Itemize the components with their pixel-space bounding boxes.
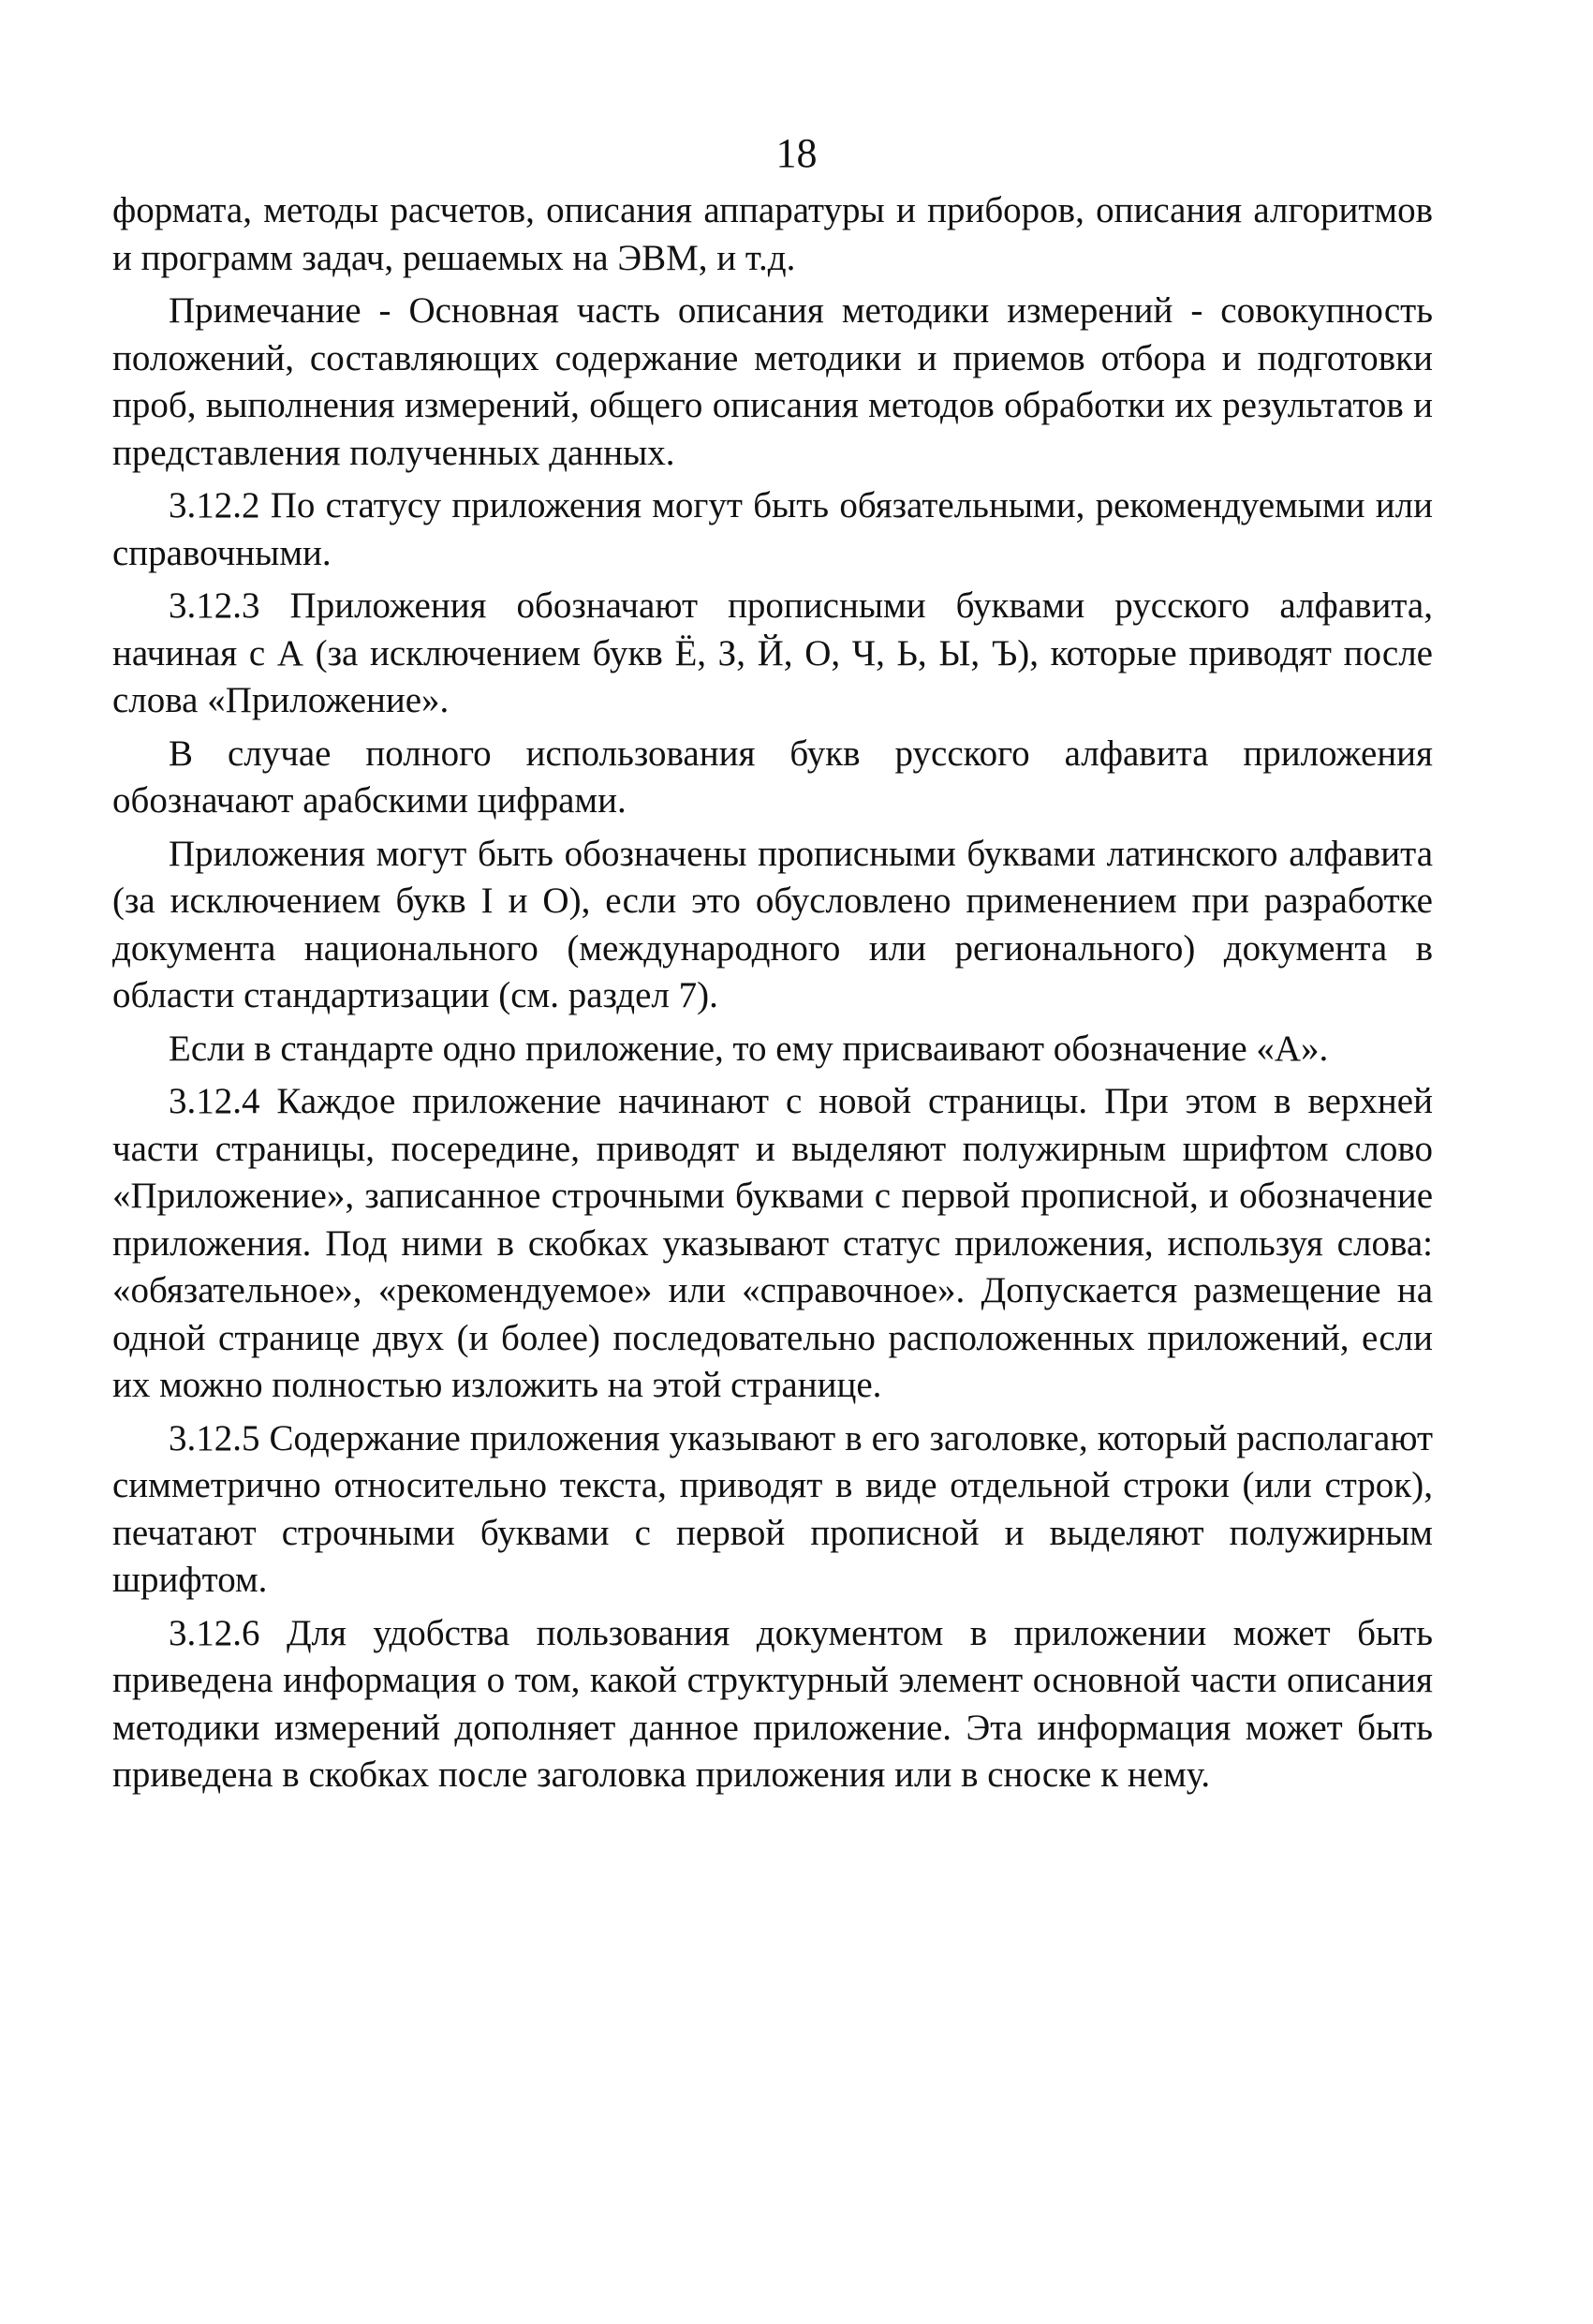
paragraph-3-12-5: 3.12.5 Содержание приложения указывают в его заголовке, который располагают симметрично относительно текста, приводят в виде отдельной строки (или строк), печатают строчными буквами с первой прописной и выделяют полужирным шрифтом. xyxy=(112,1417,1433,1600)
paragraph-note: Примечание - Основная часть описания методики измерений - совокупность положений, составляющих содержание методики и приемов отбора и подготовки проб, выполнения измерений, общего описания методов обработки их результатов и представления полученных данных. xyxy=(112,290,1433,473)
paragraph-latin-letters: Приложения могут быть обозначены прописными буквами латинского алфавита (за исключением букв I и O), если это обусловлено применением при разработке документа национального (международного или регионального) документа в области стандартизации (см. раздел 7). xyxy=(112,833,1433,1015)
paragraph-continuation: формата, методы расчетов, описания аппаратуры и приборов, описания алгоритмов и программ задач, решаемых на ЭВМ, и т.д. xyxy=(112,190,1433,278)
paragraph-single-appendix: Если в стандарте одно приложение, то ему присваивают обозначение «А». xyxy=(169,1028,1329,1069)
paragraph-3-12-4: 3.12.4 Каждое приложение начинают с новой страницы. При этом в верхней части страницы, посередине, приводят и выделяют полужирным шрифтом слово «Приложение», записанное строчными буквами с первой прописной, и обозначение приложения. Под ними в скобках указывают статус приложения, используя слова: «обязательное», «рекомендуемое» или «справочное». Допускается размещение на одной странице двух (и более) последовательно расположенных приложений, если их можно полностью изложить на этой странице. xyxy=(112,1081,1433,1405)
paragraph-3-12-6: 3.12.6 Для удобства пользования документом в приложении может быть приведена информация о том, какой структурный элемент основной части описания методики измерений дополняет данное приложение. Эта информация может быть приведена в скобках после заголовка приложения или в сноске к нему. xyxy=(112,1612,1433,1795)
paragraph-3-12-2: 3.12.2 По статусу приложения могут быть обязательными, рекомендуемыми или справочными. xyxy=(112,485,1433,573)
paragraph-arabic-numerals: В случае полного использования букв русского алфавита приложения обозначают арабскими цифрами. xyxy=(112,733,1433,821)
page-number: 18 xyxy=(775,130,818,176)
paragraph-3-12-3: 3.12.3 Приложения обозначают прописными буквами русского алфавита, начиная с А (за исключением букв Ё, З, Й, О, Ч, Ь, Ы, Ъ), которые приводят после слова «Приложение». xyxy=(112,585,1433,720)
document-body xyxy=(112,187,1433,1805)
